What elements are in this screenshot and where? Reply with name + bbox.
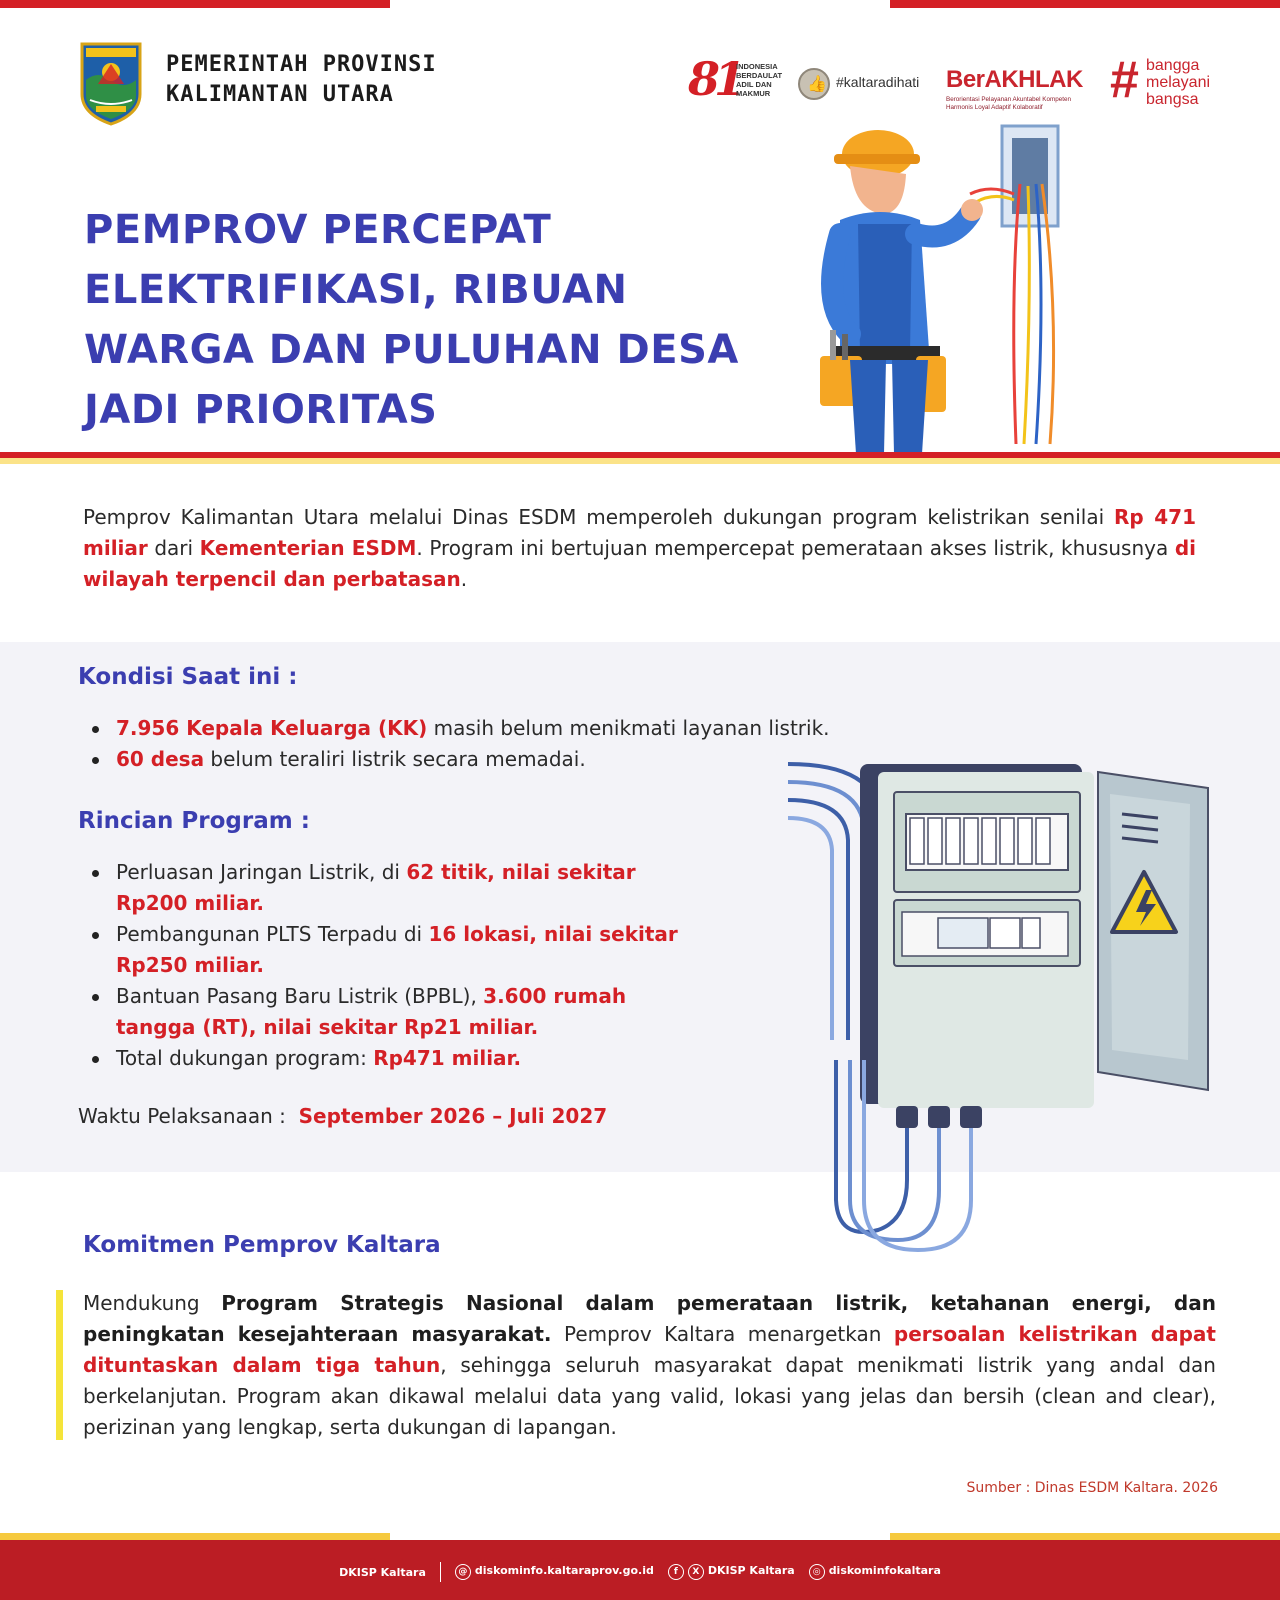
top-accent-left xyxy=(0,0,390,8)
komitmen-highlight: persoalan kelistrikan dapat dituntaskan dalam tiga tahun xyxy=(83,1322,1216,1377)
rincian-item-highlight: 3.600 rumah tangga (RT), nilai sekitar Rp21 miliar. xyxy=(116,984,627,1039)
hut-ri-81-logo xyxy=(688,54,798,110)
komitmen-text-1: Mendukung xyxy=(83,1291,222,1315)
intro-highlight-ministry: Kementerian ESDM xyxy=(199,536,417,560)
footer-row xyxy=(0,1562,1280,1582)
komitmen-bold: Program Strategis Nasional dalam pemerataan listrik, ketahanan energi, dan peningkatan kesejahteraan masyarakat. xyxy=(83,1291,1216,1346)
intro-text-1: Pemprov Kalimantan Utara melalui Dinas ESDM memperoleh dukungan program kelistrikan senilai xyxy=(83,505,1115,529)
rincian-item-highlight: 16 lokasi, nilai sekitar Rp250 miliar. xyxy=(116,922,678,977)
footer-social-text: DKISP Kaltara xyxy=(707,1564,795,1577)
rincian-item-text: Pembangunan PLTS Terpadu di xyxy=(116,922,429,946)
rincian-item-highlight: 62 titik, nilai sekitar Rp200 miliar. xyxy=(116,860,636,915)
intro-text-2: dari xyxy=(147,536,200,560)
komitmen-paragraph xyxy=(83,1288,1216,1443)
berakhlak-logo xyxy=(946,54,1088,110)
gov-title-line1: PEMERINTAH PROVINSI xyxy=(166,52,437,77)
footer-website[interactable] xyxy=(455,1564,654,1580)
berakhlak-title: BerAKHLAK xyxy=(946,66,1083,93)
intro-paragraph xyxy=(83,502,1196,595)
bangga-word-2: melayani xyxy=(1146,74,1211,91)
list-item xyxy=(78,981,688,1043)
electrician-illustration xyxy=(820,124,1110,454)
footer-instagram[interactable] xyxy=(809,1564,941,1580)
divider-yellow xyxy=(0,458,1280,464)
komitmen-text-2: Pemprov Kaltara menargetkan xyxy=(551,1322,894,1346)
list-item xyxy=(78,1043,688,1074)
top-accent-right xyxy=(890,0,1280,8)
kondisi-heading: Kondisi Saat ini : xyxy=(78,664,298,690)
rincian-list xyxy=(78,857,688,1074)
bangga-words xyxy=(1146,57,1210,108)
website-icon: @ xyxy=(455,1564,471,1580)
komitmen-text-3: , sehingga seluruh masyarakat dapat menikmati listrik yang andal dan berkelanjutan. Program akan dikawal melalui data yang valid, lokasi yang jelas dan bersih (clean and clear), perizinan yang lengkap, serta dukungan di lapangan. xyxy=(83,1353,1216,1439)
bangga-word-3: bangsa xyxy=(1146,91,1199,108)
intro-text-3: . Program ini bertujuan mempercepat pemerataan akses listrik, khususnya xyxy=(416,536,1175,560)
x-icon: X xyxy=(688,1564,704,1580)
hash-icon: # xyxy=(1110,51,1139,109)
intro-text-4: . xyxy=(460,567,468,591)
rincian-item-text: Total dukungan program: xyxy=(116,1046,374,1070)
headline: PEMPROV PERCEPAT ELEKTRIFIKASI, RIBUAN WARGA DAN PULUHAN DESA JADI PRIORITAS xyxy=(84,207,739,433)
komitmen-heading: Komitmen Pemprov Kaltara xyxy=(83,1232,441,1258)
list-item xyxy=(78,919,688,981)
kondisi-item-highlight: 60 desa xyxy=(116,747,205,771)
bottom-accent-right xyxy=(890,1533,1280,1540)
footer-social[interactable] xyxy=(668,1564,795,1580)
source-note: Sumber : Dinas ESDM Kaltara. 2026 xyxy=(966,1480,1218,1496)
bangga-melayani-logo xyxy=(1110,51,1230,110)
footer-website-text: diskominfo.kaltaraprov.go.id xyxy=(474,1564,654,1577)
provincial-emblem-icon xyxy=(78,40,144,126)
kaltara-dihati-logo xyxy=(798,54,938,110)
gov-title-line2: KALIMANTAN UTARA xyxy=(166,82,394,107)
quote-accent-bar xyxy=(56,1290,63,1440)
bangga-word-1: bangga xyxy=(1146,57,1200,74)
kaltara-hashtag: #kaltaradihati xyxy=(836,74,920,90)
footer-org: DKISP Kaltara xyxy=(339,1565,426,1579)
logo81-tagline: INDONESIA BERDAULAT ADIL DAN MAKMUR xyxy=(736,62,783,98)
waktu-pelaksanaan xyxy=(78,1104,607,1128)
thumbs-up-icon: 👍 xyxy=(798,68,830,100)
berakhlak-subtitle: Berorientasi Pelayanan Akuntabel Kompeten Harmonis Loyal Adaptif Kolaboratif xyxy=(946,96,1071,111)
intro-highlight-amount: Rp 471 miliar xyxy=(83,505,1196,560)
kondisi-item-highlight: 7.956 Kepala Keluarga (KK) xyxy=(116,716,428,740)
rincian-item-text: Perluasan Jaringan Listrik, di xyxy=(116,860,407,884)
waktu-label: Waktu Pelaksanaan : xyxy=(78,1104,293,1128)
footer-instagram-text: diskominfokaltara xyxy=(828,1564,941,1577)
footer xyxy=(0,1540,1280,1600)
bottom-accent-left xyxy=(0,1533,390,1540)
facebook-icon: f xyxy=(668,1564,684,1580)
list-item xyxy=(78,713,938,744)
logo81-number: 81 xyxy=(688,52,741,106)
waktu-value: September 2026 – Juli 2027 xyxy=(298,1104,608,1128)
kondisi-item-text: masih belum menikmati layanan listrik. xyxy=(427,716,830,740)
intro-highlight-region: di wilayah terpencil dan perbatasan xyxy=(83,536,1196,591)
rincian-heading: Rincian Program : xyxy=(78,808,310,834)
rincian-item-highlight: Rp471 miliar. xyxy=(373,1046,522,1070)
list-item xyxy=(78,857,688,919)
kondisi-item-text: belum teraliri listrik secara memadai. xyxy=(204,747,586,771)
instagram-icon: ◎ xyxy=(809,1564,825,1580)
rincian-item-text: Bantuan Pasang Baru Listrik (BPBL), xyxy=(116,984,484,1008)
government-title xyxy=(166,50,437,110)
footer-separator xyxy=(440,1562,441,1582)
electrical-panel-illustration xyxy=(778,760,1228,1280)
